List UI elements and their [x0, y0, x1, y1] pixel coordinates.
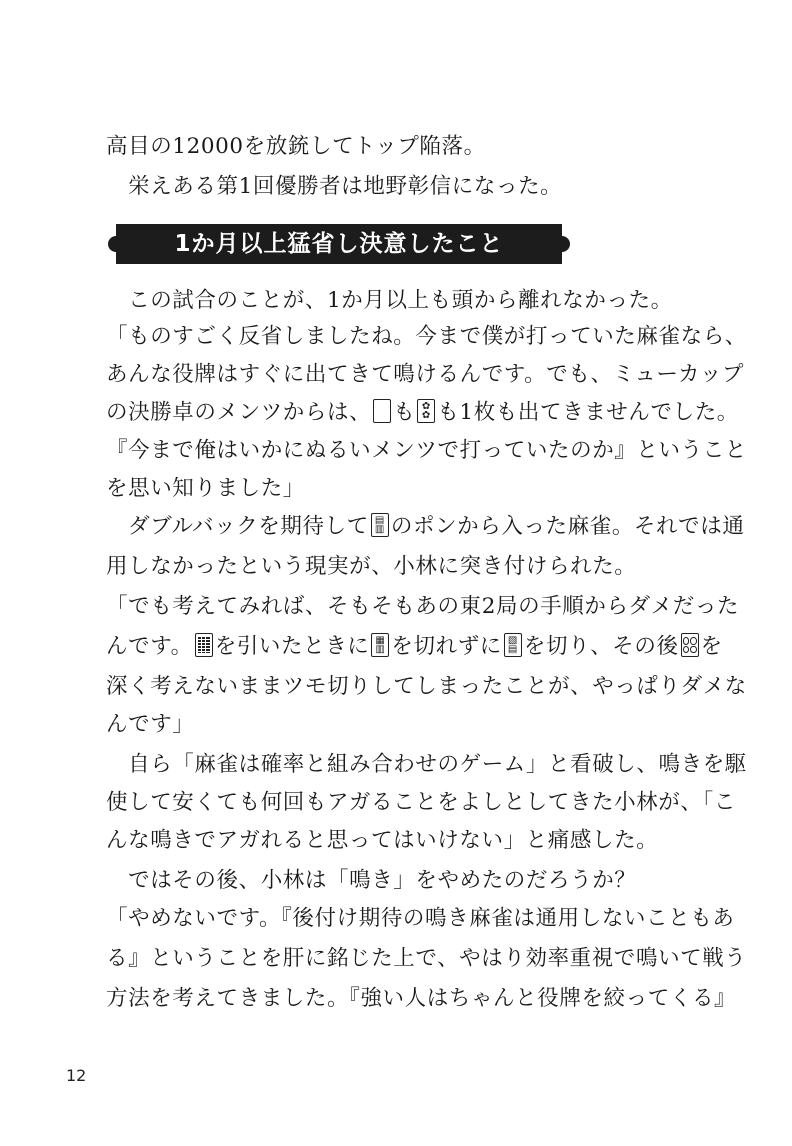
- text-segment: も1枚も出てきませんでした。: [437, 400, 739, 425]
- text-segment: を切り、その後: [523, 634, 679, 659]
- text-line: 『今まで俺はいかにぬるいメンツで打っていたのか』ということ: [106, 438, 747, 463]
- text-line: 用しなかったという現実が、小林に突き付けられた。: [106, 554, 637, 579]
- pin-tile-icon: [681, 633, 699, 657]
- text-line: [106, 398, 739, 428]
- text-line: [106, 632, 723, 662]
- text-line: 栄えある第1回優勝者は地野彰信になった。: [106, 174, 563, 199]
- text-line: を思い知りました」: [106, 476, 305, 501]
- text-segment: を引いたときに: [214, 634, 370, 659]
- text-line: 「ものすごく反省しましたね。今まで僕が打っていた麻雀なら、: [106, 324, 747, 349]
- section-heading: [106, 224, 572, 264]
- sha-tile-icon: ▤ ▥: [371, 513, 389, 537]
- text-line: 自ら「麻雀は確率と組み合わせのゲーム」と看破し、鳴きを駆: [106, 752, 747, 777]
- text-line: [106, 512, 745, 542]
- text-line: 深く考えないままツモ切りしてしまったことが、やっぱりダメな: [106, 674, 747, 699]
- text-segment: のポンから入った麻雀。それでは通: [390, 514, 745, 539]
- text-segment: を: [700, 634, 723, 659]
- hatsu-tile-icon: ✿ ✿: [417, 399, 435, 423]
- text-line: んな鳴きでアガれると思ってはいけない」と痛感した。: [106, 828, 659, 853]
- text-segment: んです。: [106, 634, 193, 659]
- text-segment: ダブルバックを期待して: [106, 514, 369, 539]
- text-line: この試合のことが、1か月以上も頭から離れなかった。: [106, 288, 673, 313]
- text-line: 高目の12000を放銃してトップ陥落。: [106, 134, 486, 159]
- text-line: 「やめないです。『後付け期待の鳴き麻雀は通用しないこともあ: [106, 906, 735, 931]
- text-segment: を切れずに: [391, 634, 502, 659]
- chun-tile-icon: ▦ ▥: [371, 633, 389, 657]
- text-line: 方法を考えてきました。『強い人はちゃんと役牌を絞ってくる』: [106, 986, 737, 1011]
- heading-title: 1か月以上猛省し決意したこと: [174, 231, 504, 257]
- page-number: 12: [66, 1066, 87, 1085]
- text-segment: の決勝卓のメンツからは、: [106, 400, 372, 425]
- text-line: あんな役牌はすぐに出てきて鳴けるんです。でも、ミューカップ: [106, 362, 745, 387]
- text-line: 使して安くても何回もアガることをよしとしてきた小林が、「こ: [106, 790, 736, 815]
- nan-tile-icon: ▧ ▤: [504, 633, 522, 657]
- bamboo-tile-icon: [195, 633, 213, 657]
- text-line: んです」: [106, 712, 195, 737]
- text-segment: も: [393, 400, 416, 425]
- haku-tile-icon: [373, 399, 391, 423]
- text-line: ではその後、小林は「鳴き」をやめたのだろうか？: [106, 868, 637, 893]
- text-line: 「でも考えてみれば、そもそもあの東2局の手順からダメだった: [106, 594, 740, 619]
- text-line: る』ということを肝に銘じた上で、やはり効率重視で鳴いて戦う: [106, 946, 747, 971]
